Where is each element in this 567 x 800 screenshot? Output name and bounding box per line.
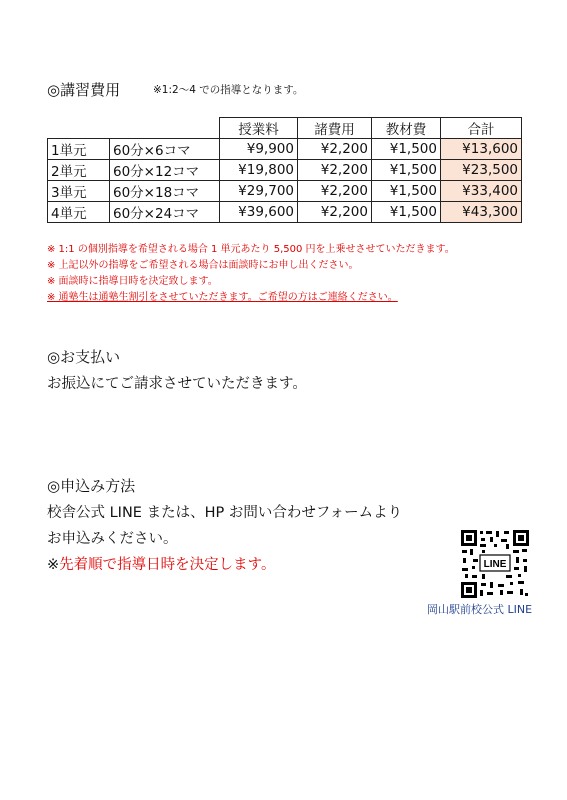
table-row — [48, 139, 522, 160]
cell-misc: ¥2,200 — [298, 139, 372, 160]
cell-total: ¥43,300 — [441, 202, 522, 223]
cell-materials: ¥1,500 — [372, 181, 441, 202]
cell-misc: ¥2,200 — [298, 160, 372, 181]
application-notice — [47, 553, 276, 574]
note-line: ※ 上記以外の指導をご希望される場合は面談時にお申し出ください。 — [47, 260, 359, 271]
cell-total: ¥23,500 — [441, 160, 522, 181]
table-row — [48, 160, 522, 181]
cell-unit: 3単元 — [48, 181, 110, 202]
header-blank — [110, 118, 220, 139]
qr-caption: 岡山駅前校公式 LINE — [427, 603, 533, 616]
note-line: ※ 通塾生は通塾生割引をさせていただきます。ご希望の方はご連絡ください。 — [47, 292, 398, 303]
header-misc: 諸費用 — [298, 118, 372, 139]
payment-text: お振込にてご請求させていただきます。 — [47, 376, 307, 392]
application-text: 校舎公式 LINE または、HP お問い合わせフォームより — [47, 505, 403, 521]
cell-unit: 2単元 — [48, 160, 110, 181]
note-line: ※ 面談時に指導日時を決定致します。 — [47, 276, 218, 287]
note-line: ※ 1:1 の個別指導を希望される場合 1 単元あたり 5,500 円を上乗せさせていただきます。 — [47, 244, 455, 255]
qr-code-icon[interactable] — [460, 529, 530, 599]
cell-tuition: ¥9,900 — [220, 139, 298, 160]
fees-note: ※1:2〜4 での指導となります。 — [153, 84, 304, 96]
cell-detail: 60分×12コマ — [110, 160, 220, 181]
cell-detail: 60分×18コマ — [110, 181, 220, 202]
cell-detail: 60分×6コマ — [110, 139, 220, 160]
cell-misc: ¥2,200 — [298, 181, 372, 202]
cell-unit: 1単元 — [48, 139, 110, 160]
cell-materials: ¥1,500 — [372, 202, 441, 223]
cell-materials: ¥1,500 — [372, 139, 441, 160]
fees-table — [47, 117, 522, 223]
table-row — [48, 181, 522, 202]
cell-unit: 4単元 — [48, 202, 110, 223]
table-header-row — [48, 118, 522, 139]
cell-misc: ¥2,200 — [298, 202, 372, 223]
header-materials: 教材費 — [372, 118, 441, 139]
cell-total: ¥13,600 — [441, 139, 522, 160]
qr-center-label: LINE — [483, 559, 507, 570]
notice-text: 先着順で指導日時を決定します。 — [59, 557, 276, 573]
cell-materials: ¥1,500 — [372, 160, 441, 181]
header-total: 合計 — [441, 118, 522, 139]
fee-notes — [47, 242, 467, 306]
qr-code-graphic — [460, 529, 530, 599]
cell-total: ¥33,400 — [441, 181, 522, 202]
application-text: お申込みください。 — [47, 531, 178, 547]
notice-mark: ※ — [47, 557, 60, 573]
application-heading: ◎申込み方法 — [47, 477, 136, 495]
cell-tuition: ¥29,700 — [220, 181, 298, 202]
table-row — [48, 202, 522, 223]
payment-heading: ◎お支払い — [47, 348, 121, 366]
header-blank — [48, 118, 110, 139]
cell-detail: 60分×24コマ — [110, 202, 220, 223]
header-tuition: 授業料 — [220, 118, 298, 139]
cell-tuition: ¥39,600 — [220, 202, 298, 223]
fees-heading: ◎講習費用 — [47, 81, 121, 99]
cell-tuition: ¥19,800 — [220, 160, 298, 181]
